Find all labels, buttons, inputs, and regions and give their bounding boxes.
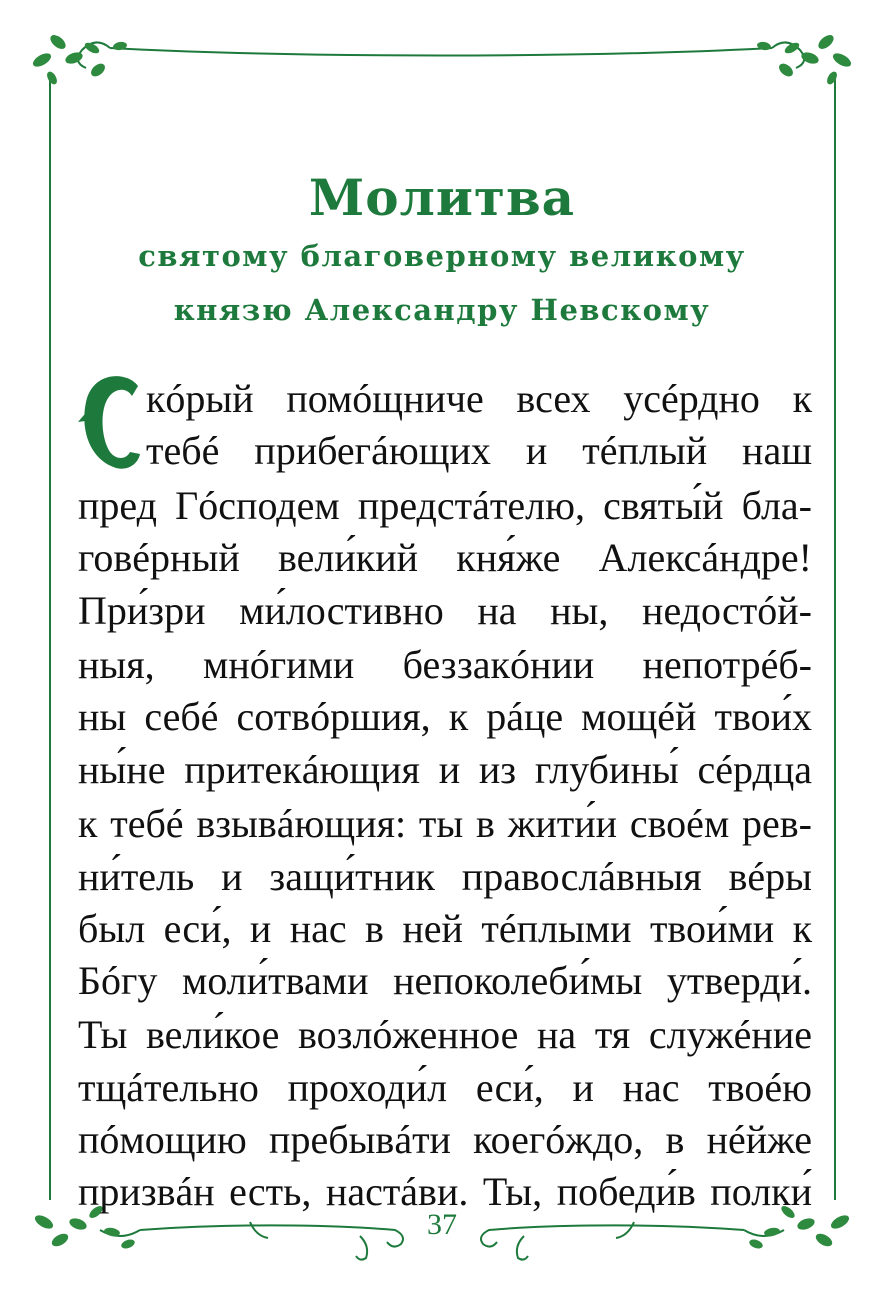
prayer-subtitle-line1: святому благоверному великому — [138, 239, 746, 273]
body-line: кóрый помóщниче всех усéрдно к — [146, 376, 812, 421]
body-line: При́зри ми́лостивно на ны, недостóй- — [78, 588, 812, 633]
body-line: был еси́, и нас в ней тéплыми твои́ми к — [78, 906, 812, 951]
body-line: ны себé сотвóршия, к рáце мощéй твои́х — [78, 694, 812, 739]
page-number: 37 — [427, 1208, 457, 1241]
body-line: пóмощию пребывáти коегóждо, в нéйже — [78, 1117, 812, 1162]
body-line: ны́не притекáющия и из глубины́ сéрдца — [78, 747, 812, 792]
body-line: Ты вели́кое возлóженное на тя служéние — [78, 1012, 812, 1057]
body-line: призвáн есть, настáви. Ты, победи́в полки́ — [78, 1169, 812, 1214]
body-line: говéрный вели́кий кня́же Алексáндре! — [78, 535, 812, 580]
dropcap-letter — [76, 368, 150, 472]
body-line: Бóгу моли́твами непоколеби́мы утверди́. — [78, 958, 812, 1003]
body-line: к тебé взывáющия: ты в жити́и своéм рев- — [78, 801, 812, 846]
body-line: пред Гóсподем предстáтелю, святы́й бла- — [78, 483, 812, 528]
body-line: тщáтельно проходи́л еси́, и нас твоéю — [78, 1065, 812, 1110]
body-line: ныя, мнóгими беззакóнии непотрéб- — [78, 642, 812, 687]
prayer-title: Молитва — [308, 168, 576, 227]
body-line: тебé прибегáющих и тéплый наш — [146, 428, 812, 473]
prayer-subtitle-line2: князю Александру Невскому — [173, 293, 711, 327]
body-line: ни́тель и защи́тник правослáвныя вéры — [78, 854, 812, 899]
